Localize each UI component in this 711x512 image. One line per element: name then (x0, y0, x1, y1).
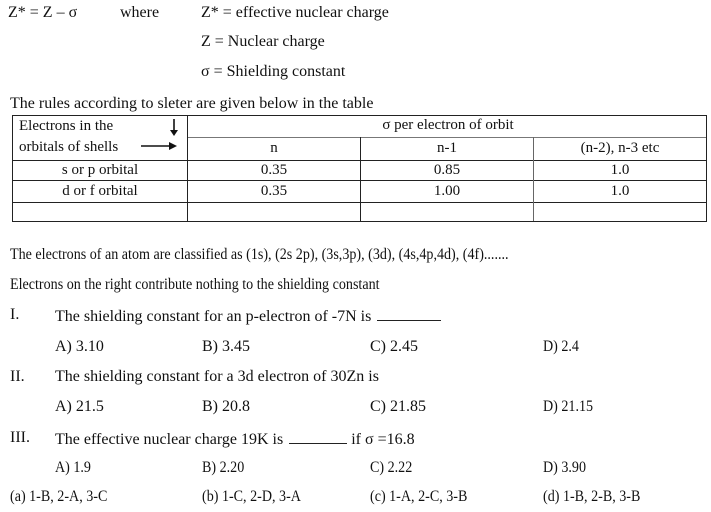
cell-value: 0.35 (260, 162, 288, 178)
answer-choice-d: (d) 1-B, 2-B, 3-B (543, 488, 641, 505)
where-label: where (120, 4, 160, 21)
question-text: The shielding constant for an p-electron of -7N is (55, 306, 441, 326)
answer-choice-b: (b) 1-C, 2-D, 3-A (202, 488, 301, 505)
option-d: D) 3.90 (543, 459, 587, 476)
corner-header-line1: Electrons in the (19, 118, 114, 134)
question-text: The shielding constant for a 3d electron of 30Zn is (55, 368, 379, 385)
answer-blank (377, 306, 441, 321)
column-header-n-1: n-1 (437, 140, 457, 156)
option-a: A) 3.10 (55, 338, 104, 355)
slater-rules-table (12, 115, 707, 222)
table-intro: The rules according to sleter are given below in the table (10, 95, 374, 112)
note-right-electrons: Electrons on the right contribute nothing to the shielding constant (10, 276, 380, 293)
cell-value: 1.00 (433, 183, 461, 199)
group-header: σ per electron of orbit (382, 117, 514, 133)
answer-blank (289, 429, 347, 444)
option-b: B) 20.8 (202, 398, 250, 415)
cell-value: 1.0 (610, 183, 630, 199)
cell-value: 0.85 (433, 162, 461, 178)
corner-header-line2: orbitals of shells (19, 139, 119, 155)
option-a: A) 1.9 (55, 459, 91, 476)
arrow-icon (135, 118, 185, 154)
cell-value: 1.0 (610, 162, 630, 178)
option-b: B) 2.20 (202, 459, 245, 476)
column-header-n-2: (n-2), n-3 etc (580, 140, 660, 156)
definition-effective-charge: Z* = effective nuclear charge (201, 4, 389, 21)
row-label-df: d or f orbital (62, 183, 138, 199)
column-header-n: n (270, 140, 278, 156)
option-d: D) 21.15 (543, 398, 594, 415)
option-a: A) 21.5 (55, 398, 104, 415)
question-number: III. (10, 429, 30, 446)
answer-choice-c: (c) 1-A, 2-C, 3-B (370, 488, 468, 505)
header-divider (188, 137, 706, 138)
question-number: I. (10, 306, 20, 323)
question-text: The effective nuclear charge 19K is if σ =16.8 (55, 431, 415, 448)
option-d: D) 2.4 (543, 338, 579, 355)
answer-choice-a: (a) 1-B, 2-A, 3-C (10, 488, 108, 505)
option-c: C) 21.85 (370, 398, 426, 415)
row-label-sp: s or p orbital (61, 162, 139, 178)
option-c: C) 2.45 (370, 338, 418, 355)
option-c: C) 2.22 (370, 459, 413, 476)
cell-value: 0.35 (260, 183, 288, 199)
option-b: B) 3.45 (202, 338, 250, 355)
note-classification: The electrons of an atom are classified as (1s), (2s 2p), (3s,3p), (3d), (4s,4p,4d), (4f)....... (10, 246, 509, 263)
formula-equation: Z* = Z – σ (8, 4, 78, 21)
definition-nuclear-charge: Z = Nuclear charge (201, 33, 325, 50)
question-number: II. (10, 368, 25, 385)
definition-shielding-constant: σ = Shielding constant (201, 63, 346, 80)
